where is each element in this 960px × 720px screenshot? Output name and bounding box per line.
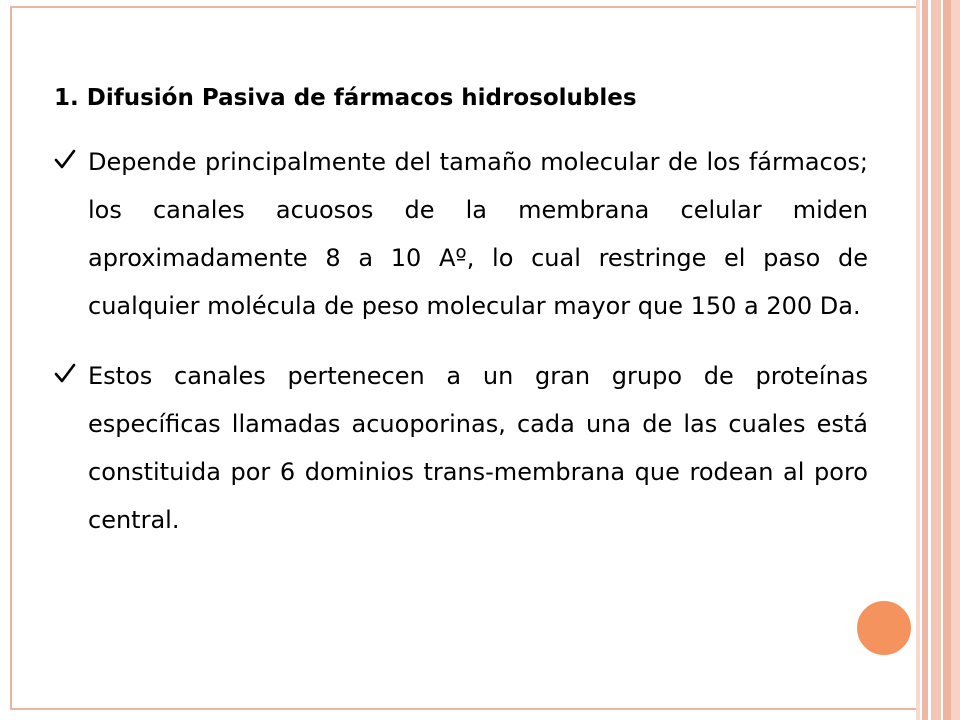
- check-icon: [54, 144, 88, 170]
- bullet-item: [54, 144, 868, 330]
- stripe: [931, 0, 941, 720]
- stripe: [951, 0, 960, 720]
- bullet-item: [54, 358, 868, 544]
- decorative-circle: [854, 598, 914, 658]
- bullet-text: Estos canales pertenecen a un gran grupo de proteínas específicas llamadas acuoporinas, cada una de las cuales está constituida por 6 dominios trans-membrana que rodean al poro central.: [88, 361, 868, 534]
- slide-content: [54, 84, 868, 572]
- decorative-stripes: [916, 0, 960, 720]
- slide-heading: 1. Difusión Pasiva de fármacos hidrosolubles: [54, 85, 637, 111]
- check-icon: [54, 358, 88, 384]
- bullet-text: Depende principalmente del tamaño molecular de los fármacos; los canales acuosos de la membrana celular miden aproximadamente 8 a 10 Aº, lo cual restringe el paso de cualquier molécula de peso molecular mayor que 150 a 200 Da.: [88, 147, 868, 320]
- stripe: [943, 0, 951, 720]
